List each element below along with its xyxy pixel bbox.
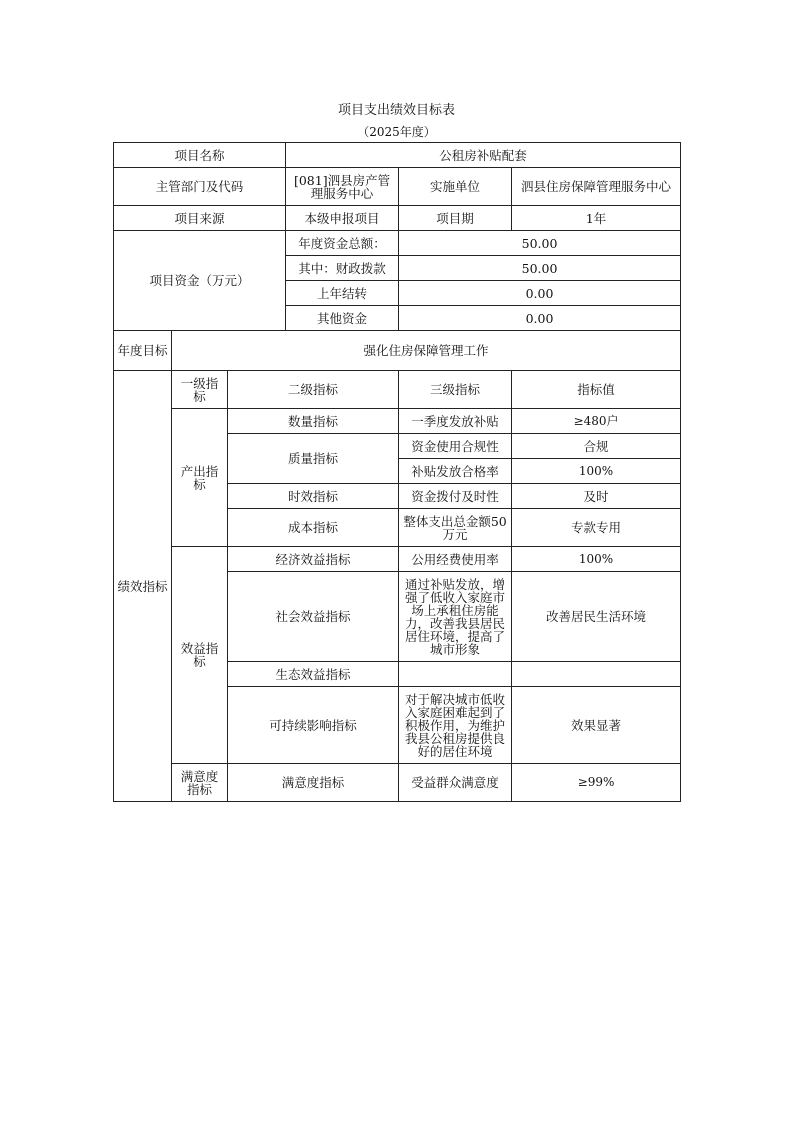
annual-goal-label: 年度目标: [114, 331, 172, 371]
funds-fiscal-label: 其中：财政拨款: [286, 256, 399, 281]
indicators-label: 绩效指标: [114, 371, 172, 802]
funds-carryover-label: 上年结转: [286, 281, 399, 306]
header-level1: 一级指标: [172, 371, 228, 409]
row-indicator-headers: [114, 371, 681, 409]
header-level2: 二级指标: [228, 371, 399, 409]
quantity-label: 数量指标: [228, 409, 399, 434]
row-project-name: [114, 143, 681, 168]
econ-item: 公用经费使用率: [399, 547, 512, 572]
quality-value-1: 合规: [512, 434, 681, 459]
sat-item: 受益群众满意度: [399, 764, 512, 802]
row-satisfaction: [114, 764, 681, 802]
header-value: 指标值: [512, 371, 681, 409]
funds-other-value: 0.00: [399, 306, 681, 331]
social-item: 通过补贴发放，增强了低收入家庭市场上承租住房能力，改善我县居民居住环境，提高了城市形象: [399, 572, 512, 662]
funds-label: 项目资金（万元）: [114, 231, 286, 331]
row-annual-goal: [114, 331, 681, 371]
sat-value: ≥99%: [512, 764, 681, 802]
funds-carryover-value: 0.00: [399, 281, 681, 306]
cost-value: 专款专用: [512, 509, 681, 547]
satisfaction-label: 满意度指标: [172, 764, 228, 802]
funds-total-value: 50.00: [399, 231, 681, 256]
eco-label: 生态效益指标: [228, 662, 399, 687]
funds-fiscal-value: 50.00: [399, 256, 681, 281]
quality-label: 质量指标: [228, 434, 399, 484]
performance-table: [113, 142, 681, 802]
dept-label: 主管部门及代码: [114, 168, 286, 206]
social-label: 社会效益指标: [228, 572, 399, 662]
cost-item: 整体支出总金额50万元: [399, 509, 512, 547]
row-econ: [114, 547, 681, 572]
eco-value: [512, 662, 681, 687]
time-label: 时效指标: [228, 484, 399, 509]
impl-label: 实施单位: [399, 168, 512, 206]
cost-label: 成本指标: [228, 509, 399, 547]
annual-goal-text: 强化住房保障管理工作: [172, 331, 681, 371]
quantity-value: ≥480户: [512, 409, 681, 434]
output-label: 产出指标: [172, 409, 228, 547]
row-source: [114, 206, 681, 231]
dept-value: [081]泗县房产管理服务中心: [286, 168, 399, 206]
header-level3: 三级指标: [399, 371, 512, 409]
eco-item: [399, 662, 512, 687]
row-funds-total: [114, 231, 681, 256]
time-value: 及时: [512, 484, 681, 509]
quantity-item: 一季度发放补贴: [399, 409, 512, 434]
sustain-label: 可持续影响指标: [228, 687, 399, 764]
period-label: 项目期: [399, 206, 512, 231]
benefit-label: 效益指标: [172, 547, 228, 764]
time-item: 资金拨付及时性: [399, 484, 512, 509]
econ-value: 100%: [512, 547, 681, 572]
sustain-value: 效果显著: [512, 687, 681, 764]
sat-label: 满意度指标: [228, 764, 399, 802]
period-value: 1年: [512, 206, 681, 231]
sustain-item: 对于解决城市低收入家庭困难起到了积极作用，为维护我县公租房提供良好的居住环境: [399, 687, 512, 764]
row-dept: [114, 168, 681, 206]
row-quantity: [114, 409, 681, 434]
page-title: 项目支出绩效目标表: [337, 103, 455, 118]
source-label: 项目来源: [114, 206, 286, 231]
quality-value-2: 100%: [512, 459, 681, 484]
quality-item-2: 补贴发放合格率: [399, 459, 512, 484]
social-value: 改善居民生活环境: [512, 572, 681, 662]
impl-value: 泗县住房保障管理服务中心: [512, 168, 681, 206]
econ-label: 经济效益指标: [228, 547, 399, 572]
quality-item-1: 资金使用合规性: [399, 434, 512, 459]
funds-other-label: 其他资金: [286, 306, 399, 331]
project-name-value: 公租房补贴配套: [286, 143, 681, 168]
project-name-label: 项目名称: [114, 143, 286, 168]
page-subtitle-year: （2025年度）: [357, 125, 436, 139]
source-value: 本级申报项目: [286, 206, 399, 231]
funds-total-label: 年度资金总额：: [286, 231, 399, 256]
